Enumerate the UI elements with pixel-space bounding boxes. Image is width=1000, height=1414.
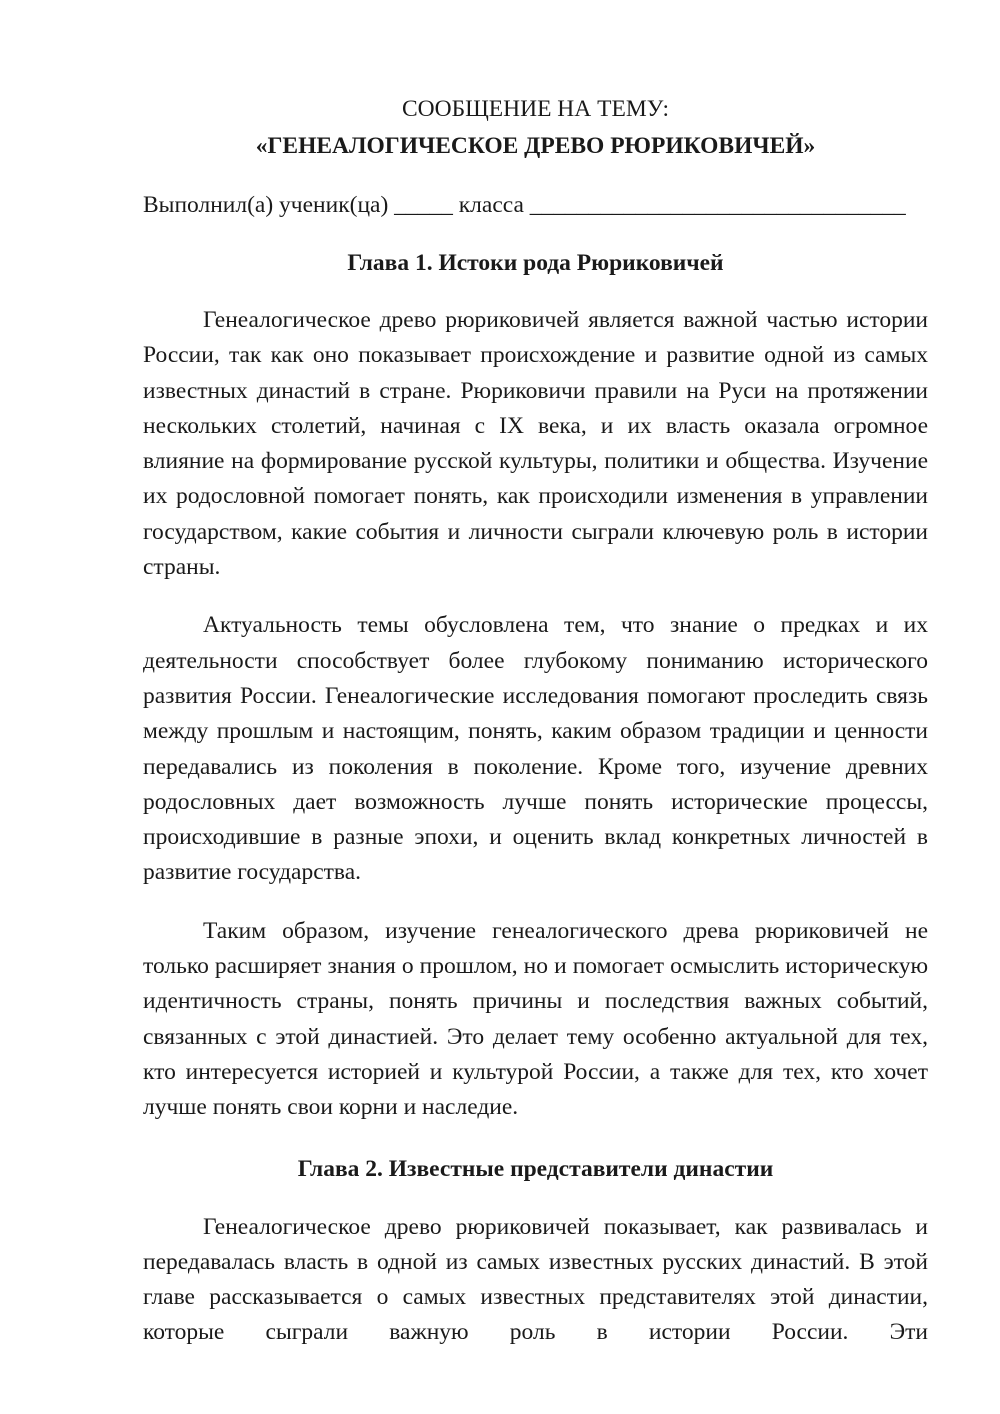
chapter-1-paragraph-1: Генеалогическое древо рюриковичей является важной частью истории России, так как оно показывает происхождение и развитие одной из самых известных династий в стране. Рюриковичи правили на Руси на протяжении нескольких столетий, начиная с IX века, и их власть оказала огромное влияние на формирование русской культуры, политики и общества. Изучение их родословной помогает понять, как происходили изменения в управлении государством, какие события и личности сыграли ключевую роль в истории страны. [143, 307, 928, 581]
document-heading-upper: СООБЩЕНИЕ НА ТЕМУ: [401, 96, 670, 122]
author-line: Выполнил(а) ученик(ца) _____ класса ________________________________ [143, 192, 906, 218]
chapter-1-paragraph-2: Актуальность темы обусловлена тем, что знание о предках и их деятельности способствует более глубокому пониманию исторического развития России. Генеалогические исследования помогают проследить связь между прошлым и настоящим, понять, каким образом традиции и ценности передавались из поколения в поколение. Кроме того, изучение древних родословных дает возможность лучше понять исторические процессы, происходившие в разные эпохи, и оценить вклад конкретных личностей в развитие государства. [143, 612, 928, 886]
chapter-1-paragraph-3: Таким образом, изучение генеалогического древа рюриковичей не только расширяет знания о прошлом, но и помогает осмыслить историческую идентичность страны, понять причины и последствия важных событий, связанных с этой династией. Это делает тему особенно актуальной для тех, кто интересуется историей и культурой России, а также для тех, кто хочет лучше понять свои корни и наследие. [143, 917, 928, 1121]
chapter-2-title: Глава 2. Известные представители династии [297, 1155, 774, 1182]
document-title: «ГЕНЕАЛОГИЧЕСКОЕ ДРЕВО РЮРИКОВИЧЕЙ» [255, 133, 816, 159]
document-page [143, 0, 928, 1351]
chapter-2-paragraph-1: Генеалогическое древо рюриковичей показывает, как развивалась и передавалась власть в одной из самых известных русских династий. В этой главе рассказывается о самых известных представителях этой династии, которые сыграли важную роль в истории России. Эти [143, 1213, 928, 1346]
chapter-1-title: Глава 1. Истоки рода Рюриковичей [347, 250, 724, 276]
